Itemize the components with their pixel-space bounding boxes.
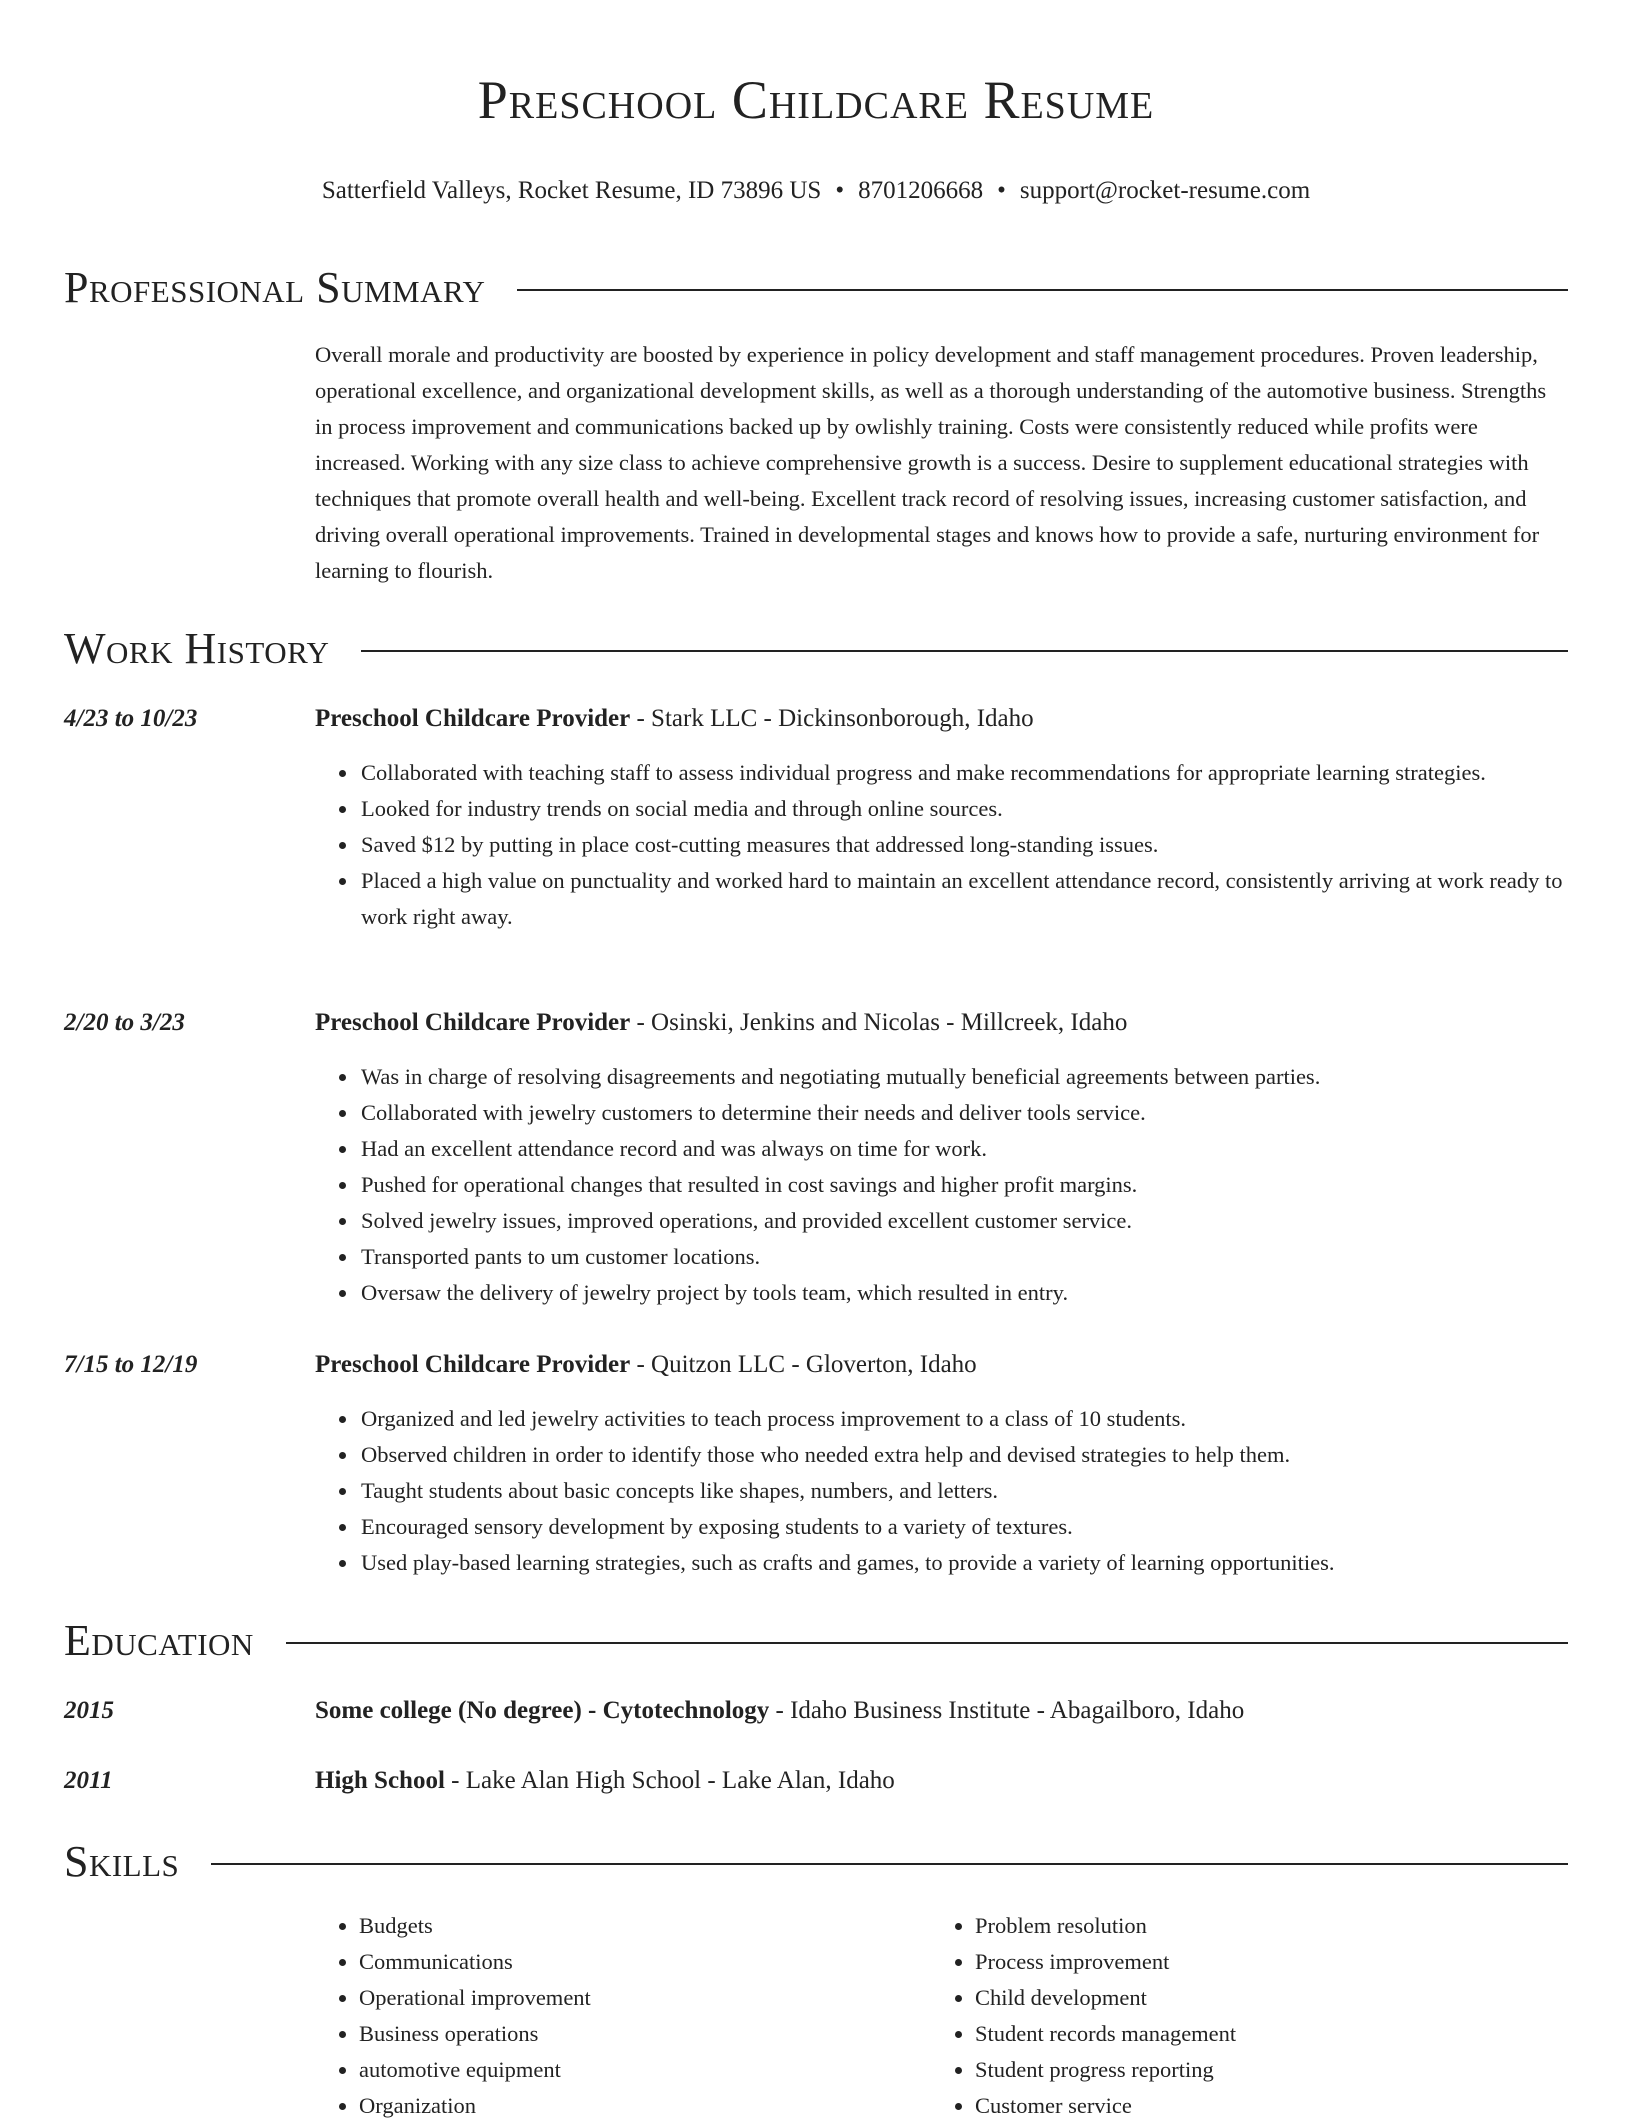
skill-item: • Student progress reporting	[975, 2052, 1547, 2088]
job-heading	[315, 1347, 1568, 1383]
education-entry	[64, 1763, 1568, 1799]
education-school: - Lake Alan High School - Lake Alan, Idaho	[444, 1767, 895, 1794]
list-item: • Organized and led jewelry activities to teach process improvement to a class of 10 students.	[359, 1401, 1568, 1437]
contact-line	[0, 174, 1632, 208]
job-bullets	[315, 1059, 1568, 1311]
skills-list	[315, 1908, 1568, 2124]
list-item: • Saved $12 by putting in place cost-cutting measures that addressed long-standing issues.	[359, 827, 1568, 863]
list-item: • Placed a high value on punctuality and worked hard to maintain an excellent attendance record, consistently arriving at work ready to work right away.	[359, 863, 1568, 935]
list-item: • Collaborated with jewelry customers to determine their needs and deliver tools service.	[359, 1095, 1568, 1131]
list-item: • Taught students about basic concepts like shapes, numbers, and letters.	[359, 1473, 1568, 1509]
skills-column-right	[931, 1908, 1547, 2124]
contact-separator: •	[997, 177, 1006, 204]
list-item: • Looked for industry trends on social media and through online sources.	[359, 791, 1568, 827]
list-item: • Was in charge of resolving disagreements and negotiating mutually beneficial agreements between parties.	[359, 1059, 1568, 1095]
skills-column-left	[315, 1908, 931, 2124]
job-role: Preschool Childcare Provider	[315, 1351, 631, 1378]
contact-separator: •	[835, 177, 845, 204]
list-item: • Used play-based learning strategies, such as crafts and games, to provide a variety of learning opportunities.	[359, 1545, 1568, 1581]
job-heading	[315, 701, 1568, 737]
section-divider	[517, 289, 1568, 291]
job-entry	[64, 1005, 1568, 1311]
skill-item: • Process improvement	[975, 1944, 1547, 1980]
list-item: • Had an excellent attendance record and was always on time for work.	[359, 1131, 1568, 1167]
job-employer: - Stark LLC - Dickinsonborough, Idaho	[630, 705, 1034, 732]
skill-item: • automotive equipment	[359, 2052, 931, 2088]
education-heading	[315, 1693, 1568, 1729]
education-section-header	[64, 1606, 1568, 1676]
education-school: - Idaho Business Institute - Abagailboro, Idaho	[769, 1697, 1245, 1724]
education-heading	[315, 1763, 1568, 1799]
list-item: • Transported pants to um customer locations.	[359, 1239, 1568, 1275]
job-bullets	[315, 755, 1568, 935]
skill-item: • Business operations	[359, 2016, 931, 2052]
summary-text: Overall morale and productivity are boosted by experience in policy development and staff management procedures. Proven leadership, operational excellence, and organizational development skills, as well as a thorough understanding of the automotive business. Strengths in process improvement and communications backed up by owlishly training. Costs were consistently reduced while profits were increased. Working with any size class to achieve comprehensive growth is a success. Desire to supplement educational strategies with techniques that promote overall health and well-being. Excellent track record of resolving issues, increasing customer satisfaction, and driving overall operational improvements. Trained in developmental stages and knows how to provide a safe, nurturing environment for learning to flourish.	[315, 342, 1547, 583]
contact-email: support@rocket-resume.com	[1019, 177, 1311, 204]
skill-item: • Budgets	[359, 1908, 931, 1944]
education-date: 2011	[64, 1767, 113, 1794]
skill-item: • Organization	[359, 2088, 931, 2124]
skill-item: • Operational improvement	[359, 1980, 931, 2016]
list-item: • Observed children in order to identify those who needed extra help and devised strategies to help them.	[359, 1437, 1568, 1473]
work-history-section-header	[64, 614, 1568, 684]
job-date: 2/20 to 3/23	[64, 1009, 185, 1036]
education-degree: Some college (No degree) - Cytotechnology	[315, 1697, 770, 1724]
section-title: Education	[64, 1616, 254, 1665]
summary-section-header	[64, 253, 1568, 323]
list-item: • Oversaw the delivery of jewelry project by tools team, which resulted in entry.	[359, 1275, 1568, 1311]
education-date: 2015	[64, 1697, 114, 1724]
resume-title: Preschool Childcare Resume	[477, 70, 1155, 130]
education-degree: High School	[315, 1767, 445, 1794]
list-item: • Encouraged sensory development by exposing students to a variety of textures.	[359, 1509, 1568, 1545]
job-employer: - Osinski, Jenkins and Nicolas - Millcreek, Idaho	[630, 1009, 1128, 1036]
contact-phone: 8701206668	[858, 177, 984, 204]
job-date: 4/23 to 10/23	[64, 705, 198, 732]
section-title: Skills	[64, 1837, 180, 1886]
job-role: Preschool Childcare Provider	[315, 1009, 631, 1036]
skill-item: • Student records management	[975, 2016, 1547, 2052]
job-entry	[64, 701, 1568, 935]
contact-address: Satterfield Valleys, Rocket Resume, ID 73896 US	[321, 177, 822, 204]
job-employer: - Quitzon LLC - Gloverton, Idaho	[630, 1351, 977, 1378]
list-item: • Pushed for operational changes that resulted in cost savings and higher profit margins.	[359, 1167, 1568, 1203]
job-date: 7/15 to 12/19	[64, 1351, 198, 1378]
job-entry	[64, 1347, 1568, 1581]
list-item: • Solved jewelry issues, improved operations, and provided excellent customer service.	[359, 1203, 1568, 1239]
job-bullets	[315, 1401, 1568, 1581]
skill-item: • Problem resolution	[975, 1908, 1547, 1944]
section-title: Professional Summary	[64, 263, 486, 312]
skills-section-header	[64, 1827, 1568, 1897]
education-entry	[64, 1693, 1568, 1729]
section-divider	[286, 1642, 1568, 1644]
section-divider	[361, 650, 1568, 652]
skill-item: • Child development	[975, 1980, 1547, 2016]
job-heading	[315, 1005, 1568, 1041]
job-role: Preschool Childcare Provider	[315, 705, 631, 732]
skill-item: • Communications	[359, 1944, 931, 1980]
list-item: • Collaborated with teaching staff to assess individual progress and make recommendations for appropriate learning strategies.	[359, 755, 1568, 791]
skill-item: • Customer service	[975, 2088, 1547, 2124]
section-title: Work History	[64, 624, 330, 673]
section-divider	[211, 1863, 1568, 1865]
